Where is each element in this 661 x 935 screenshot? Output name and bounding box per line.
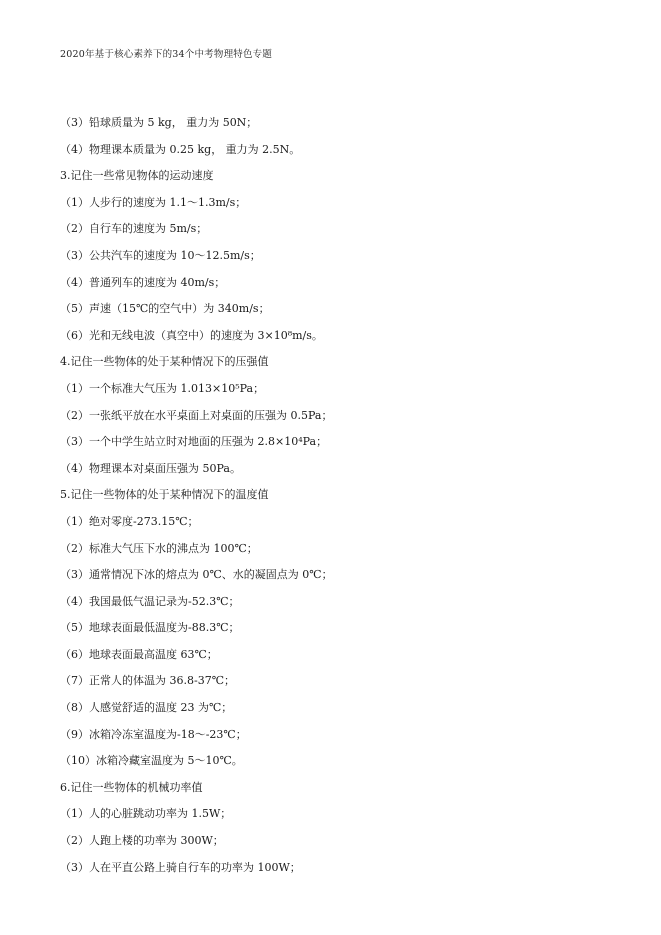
list-item: （2）自行车的速度为 5m/s； [60,222,208,236]
list-item: （1）一个标准大气压为 1.013×10⁵Pa； [60,381,265,395]
list-item: （8）人感觉舒适的温度 23 为℃； [60,701,233,715]
document-body [60,110,620,881]
list-item: （3）一个中学生站立时对地面的压强为 2.8×10⁴Pa； [60,435,328,449]
list-item: （3）公共汽车的速度为 10～12.5m/s； [60,248,261,262]
list-item: （3）人在平直公路上骑自行车的功率为 100W； [60,860,301,874]
section-heading: 6.记住一些物体的机械功率值 [60,780,203,794]
section-heading: 5.记住一些物体的处于某种情况下的温度值 [60,488,269,502]
list-item: （1）人的心脏跳动功率为 1.5W； [60,807,232,821]
list-item: （3）铅球质量为 5 kg， 重力为 50N； [60,116,258,129]
list-item: （6）光和无线电波（真空中）的速度为 3×10⁸m/s。 [60,328,323,342]
list-item: （4）物理课本对桌面压强为 50Pa。 [60,461,241,475]
list-item: （4）我国最低气温记录为-52.3℃； [60,594,240,608]
list-item: （2）一张纸平放在水平桌面上对桌面的压强为 0.5Pa； [60,408,333,422]
section-heading: 3.记住一些常见物体的运动速度 [60,169,214,183]
list-item: （7）正常人的体温为 36.8-37℃； [60,674,236,688]
page-header: 2020年基于核心素养下的34个中考物理特色专题 [60,49,273,60]
list-item: （5）地球表面最低温度为-88.3℃； [60,621,240,635]
list-item: （2）标准大气压下水的沸点为 100℃； [60,541,258,555]
list-item: （9）冰箱冷冻室温度为-18～-23℃； [60,727,247,741]
list-item: （4）物理课本质量为 0.25 kg， 重力为 2.5N。 [60,142,301,156]
list-item: （1）绝对零度-273.15℃； [60,514,199,528]
list-item: （5）声速（15℃的空气中）为 340m/s； [60,302,270,316]
list-item: （2）人跑上楼的功率为 300W； [60,834,224,848]
list-item: （6）地球表面最高温度 63℃； [60,647,218,661]
list-item: （3）通常情况下冰的熔点为 0℃、水的凝固点为 0℃； [60,568,333,582]
section-heading: 4.记住一些物体的处于某种情况下的压强值 [60,355,269,369]
list-item: （10）冰箱冷藏室温度为 5～10℃。 [60,754,243,768]
list-item: （4）普通列车的速度为 40m/s； [60,275,226,289]
list-item: （1）人步行的速度为 1.1～1.3m/s； [60,195,247,209]
